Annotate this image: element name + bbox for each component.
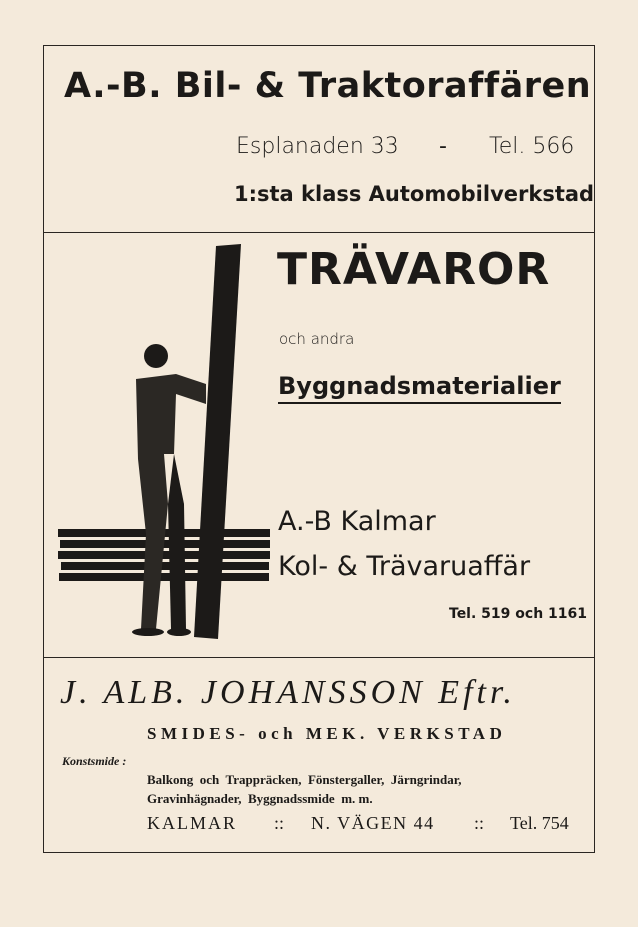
- ad2-headline: TRÄVAROR: [277, 244, 551, 295]
- ad3-separator: ::: [474, 813, 485, 833]
- ad3-label: Konstsmide :: [62, 754, 127, 768]
- ad3-subtitle: SMIDES- och MEK. VERKSTAD: [147, 724, 507, 743]
- ad2-products: Byggnadsmaterialier: [278, 372, 561, 404]
- ad1-title: A.-B. Bil- & Traktoraffären: [64, 66, 592, 106]
- advertisement-frame: [43, 45, 595, 853]
- ad1-separator: -: [439, 134, 447, 159]
- ad3-phone: Tel. 754: [510, 813, 569, 833]
- ad3-items-line1: Balkong och Trappräcken, Fönstergaller, Järngrindar,: [147, 772, 462, 787]
- ad3-separator: ::: [274, 813, 285, 833]
- ad2-company-line2: Kol- & Trävaruaffär: [278, 551, 531, 582]
- ad3-city: KALMAR: [147, 813, 238, 833]
- ad2-sub: och andra: [279, 330, 355, 348]
- worker-with-plank-illustration: [56, 244, 276, 644]
- ad2-phone: Tel. 519 och 1161: [449, 606, 587, 622]
- ad2-company-line1: A.-B Kalmar: [278, 506, 436, 537]
- ad3-address: N. VÄGEN 44: [311, 813, 435, 833]
- ad1-tagline: 1:sta klass Automobilverkstad: [234, 182, 595, 206]
- ad3-title: J. ALB. JOHANSSON Eftr.: [60, 674, 516, 711]
- divider: [44, 657, 594, 658]
- ad3-items-line2: Gravinhägnader, Byggnadssmide m. m.: [147, 791, 373, 806]
- ad1-phone: Tel. 566: [489, 134, 575, 159]
- divider: [44, 232, 594, 233]
- ad1-address: Esplanaden 33: [236, 134, 399, 159]
